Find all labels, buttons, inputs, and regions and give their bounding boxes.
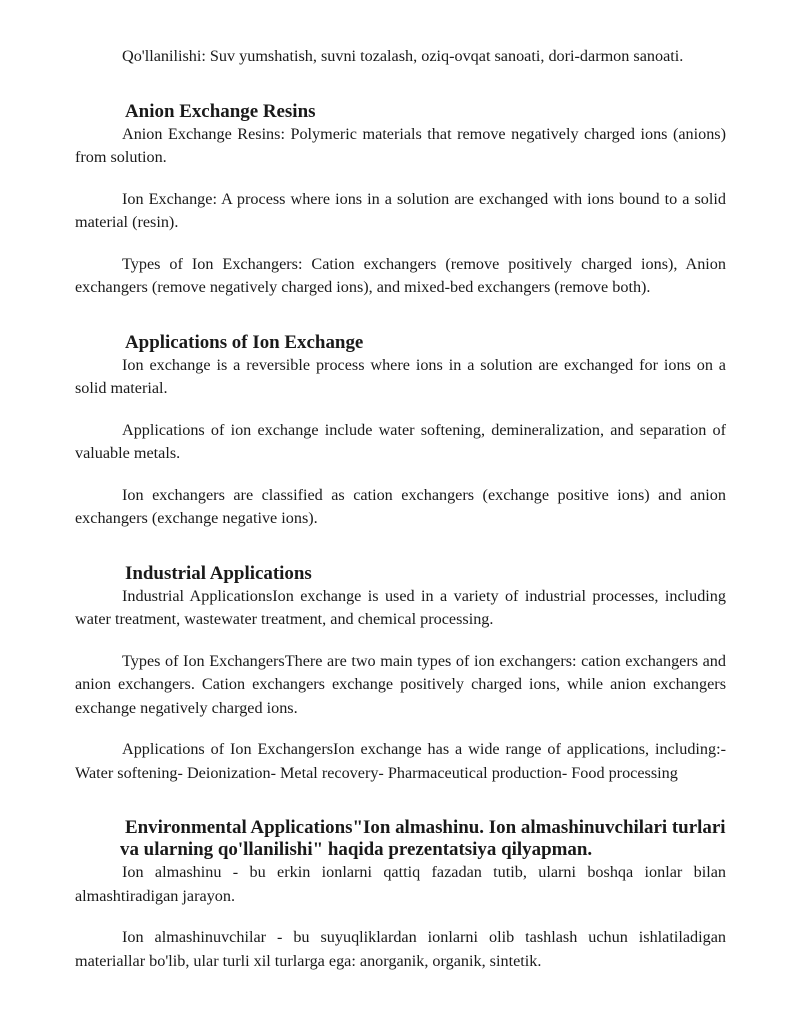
section-heading-applications: Applications of Ion Exchange (125, 331, 364, 353)
paragraph: Ion almashinuvchilar - bu suyuqliklardan ionlarni olib tashlash uchun ishlatiladigan materiallar bo'lib, ular turli xil turlarga ega: anorganik, organik, sintetik. (75, 928, 726, 970)
paragraph: Types of Ion Exchangers: Cation exchangers (remove positively charged ions), Anion exchangers (remove negatively charged ions), and mixed-bed exchangers (remove both). (75, 254, 726, 296)
paragraph: Applications of ion exchange include water softening, demineralization, and separation of valuable metals. (75, 420, 726, 462)
paragraph: Types of Ion ExchangersThere are two main types of ion exchangers: cation exchangers and anion exchangers. Cation exchangers exchange positively charged ions, while anion exchangers exchange negatively charged ions. (75, 651, 726, 717)
document-page (75, 45, 726, 973)
paragraph: Industrial ApplicationsIon exchange is used in a variety of industrial processes, including water treatment, wastewater treatment, and chemical processing. (75, 586, 726, 628)
section-heading-anion-resins: Anion Exchange Resins (125, 100, 316, 122)
paragraph: Anion Exchange Resins: Polymeric materials that remove negatively charged ions (anions) from solution. (75, 124, 726, 166)
intro-paragraph: Qo'llanilishi: Suv yumshatish, suvni tozalash, oziq-ovqat sanoati, dori-darmon sanoati. (122, 47, 684, 65)
paragraph: Ion exchange is a reversible process where ions in a solution are exchanged for ions on a solid material. (75, 355, 726, 397)
paragraph: Ion almashinu - bu erkin ionlarni qattiq fazadan tutib, ularni boshqa ionlar bilan almashtiradigan jarayon. (75, 863, 726, 905)
paragraph: Ion exchangers are classified as cation exchangers (exchange positive ions) and anion exchangers (exchange negative ions). (75, 485, 726, 527)
section-heading-environmental: Environmental Applications"Ion almashinu. Ion almashinuvchilari turlari va ularning qo'llanilishi" haqida prezentatsiya qilyapman. (120, 817, 726, 860)
paragraph: Ion Exchange: A process where ions in a solution are exchanged with ions bound to a solid material (resin). (75, 189, 726, 231)
section-heading-industrial: Industrial Applications (125, 562, 312, 584)
paragraph: Applications of Ion ExchangersIon exchange has a wide range of applications, including:- Water softening- Deionization- Metal recovery- Pharmaceutical production- Food processing (75, 740, 726, 782)
